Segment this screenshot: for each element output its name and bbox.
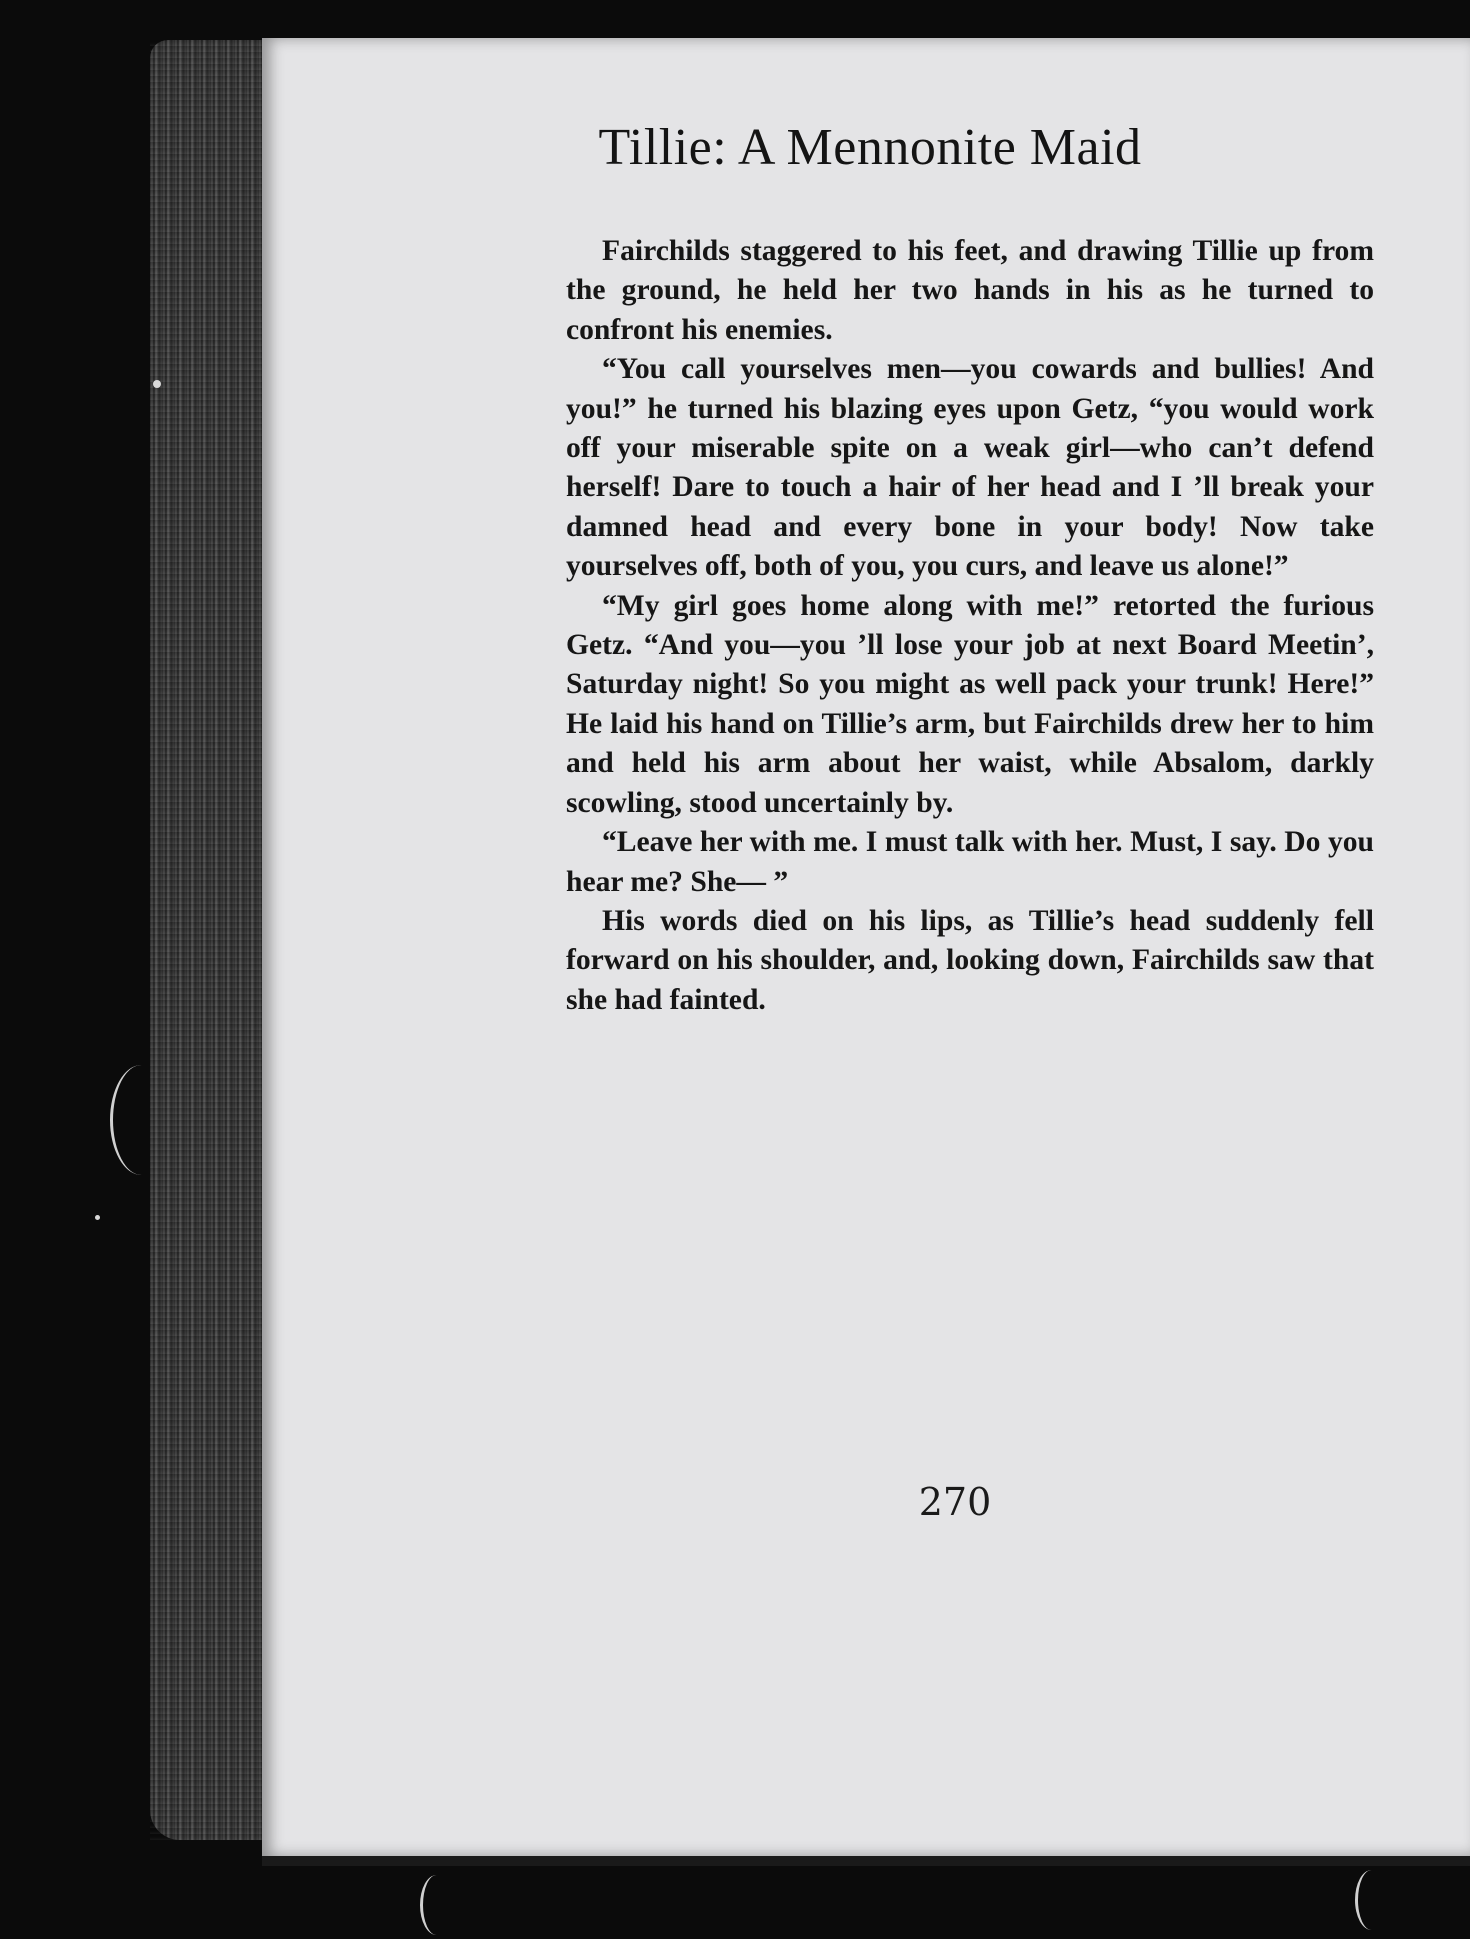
scan-scratch	[110, 1065, 173, 1175]
paragraph: “Leave her with me. I must talk with her. Must, I say. Do you hear me? She— ”	[566, 826, 1374, 898]
paragraph: “My girl goes home along with me!” retorted the furious Getz. “And you—you ’ll lose your job at next Board Meetin’, Saturday night! So you might as well pack your trunk! Here!” He laid his hand on Tillie’s arm, but Fairchilds drew her to him and held his arm about her waist, while Absalom, darkly scowling, stood uncertainly by.	[566, 589, 1374, 819]
scan-scratch	[1355, 1870, 1388, 1930]
body-text	[566, 232, 1374, 1020]
scan-scratch	[420, 1875, 453, 1935]
running-head: Tillie: A Mennonite Maid	[598, 119, 1142, 176]
dust-speck	[95, 1215, 100, 1220]
page-number: 270	[918, 1480, 992, 1524]
dust-speck	[153, 380, 161, 388]
book-page-edges	[150, 40, 265, 1840]
paragraph: His words died on his lips, as Tillie’s head suddenly fell forward on his shoulder, and, looking down, Fairchilds saw that she had fainted.	[566, 904, 1374, 1016]
paragraph: “You call yourselves men—you cowards and bullies! And you!” he turned his blazing eyes upon Getz, “you would work off your miserable spite on a weak girl—who can’t defend herself! Dare to touch a hair of her head and I ’ll break your damned head and every bone in your body! Now take yourselves off, both of you, you curs, and leave us alone!”	[566, 353, 1374, 583]
paragraph: Fairchilds staggered to his feet, and drawing Tillie up from the ground, he held her two hands in his as he turned to confront his enemies.	[566, 235, 1374, 346]
